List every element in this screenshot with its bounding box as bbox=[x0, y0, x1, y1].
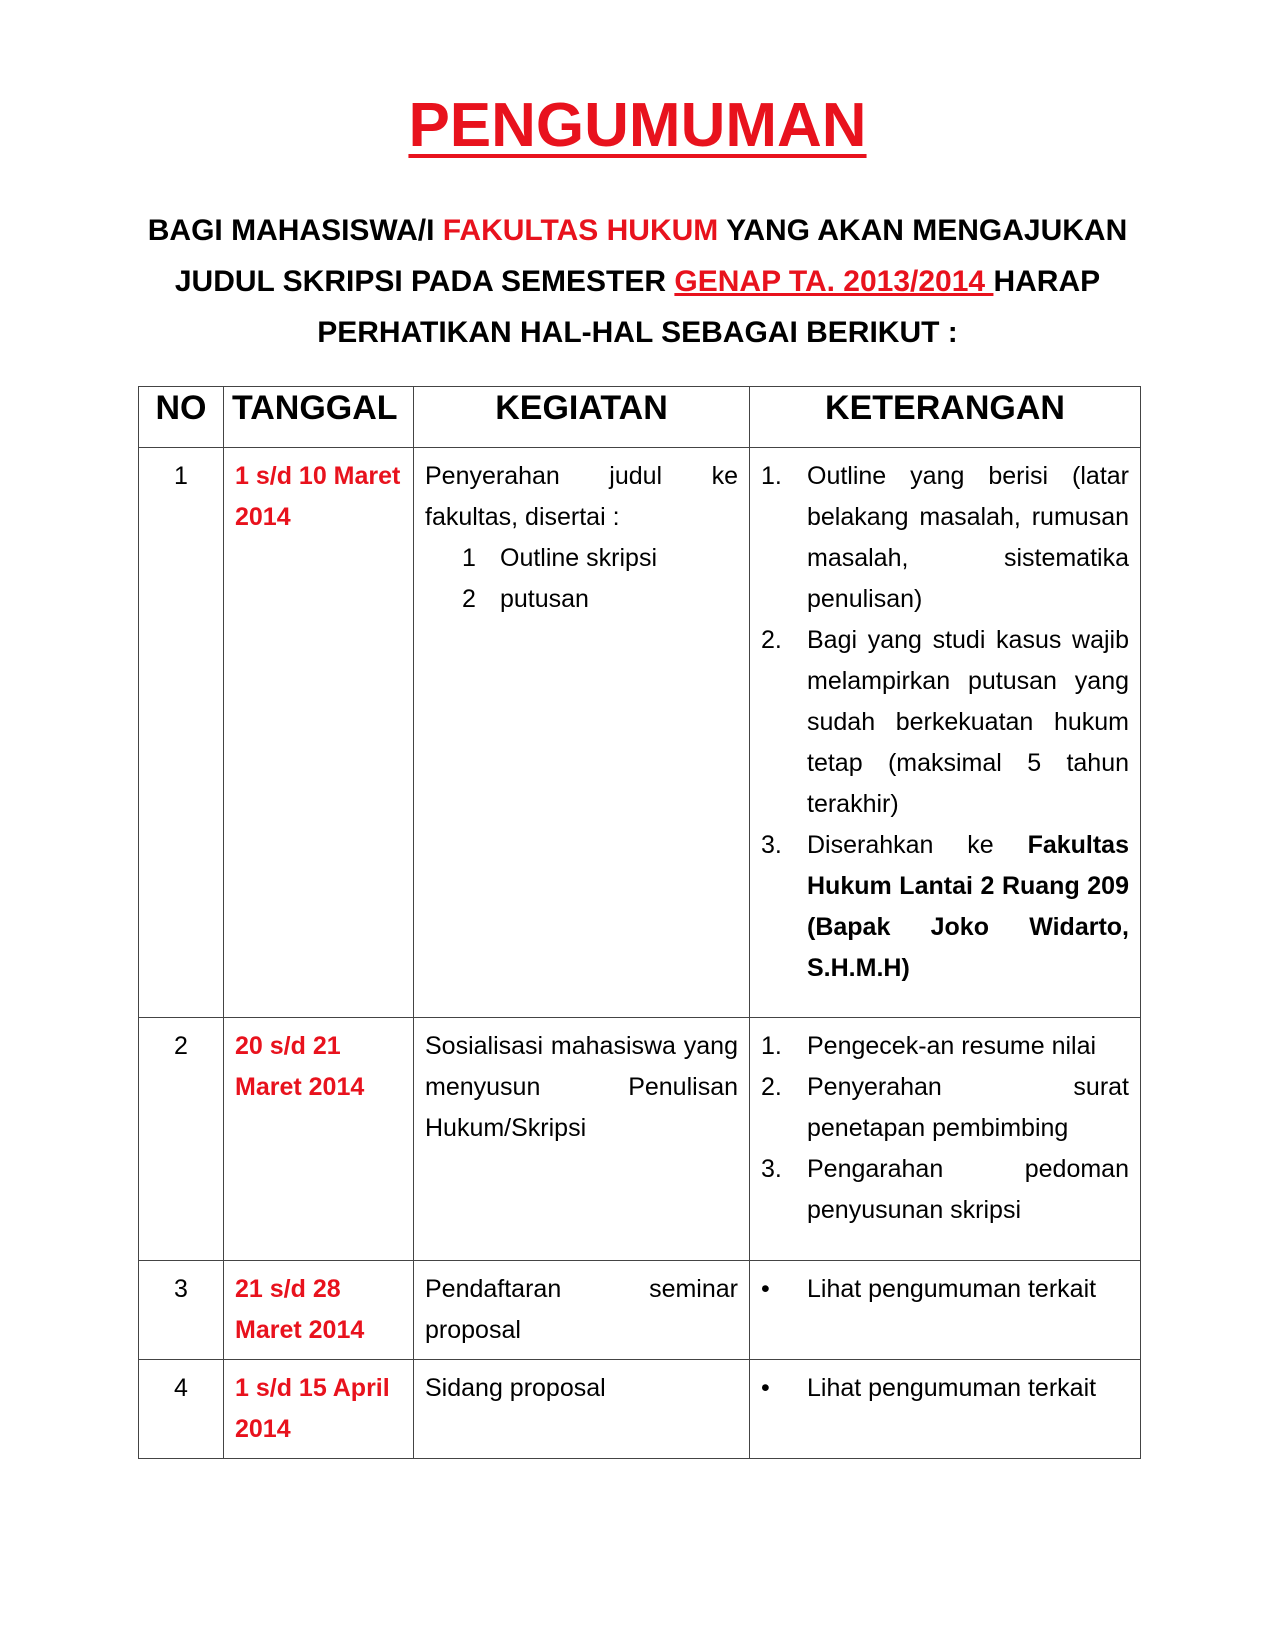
cell-tanggal: 21 s/d 28 Maret 2014 bbox=[224, 1261, 414, 1360]
table-row bbox=[139, 1018, 1141, 1261]
cell-no: 1 bbox=[139, 448, 224, 1018]
intro-paragraph bbox=[120, 205, 1155, 358]
keterangan-list bbox=[761, 456, 1129, 989]
keterangan-list bbox=[761, 1026, 1129, 1231]
cell-tanggal: 1 s/d 10 Maret 2014 bbox=[224, 448, 414, 1018]
header-keterangan: KETERANGAN bbox=[750, 387, 1141, 448]
kegiatan-text: Penyerahan judul ke fakultas, disertai : bbox=[425, 462, 738, 531]
table-row bbox=[139, 1360, 1141, 1459]
header-no: NO bbox=[139, 387, 224, 448]
cell-keterangan bbox=[750, 1261, 1141, 1360]
cell-kegiatan bbox=[414, 1360, 750, 1459]
kegiatan-list bbox=[425, 538, 738, 620]
cell-kegiatan bbox=[414, 448, 750, 1018]
list-item: • Lihat pengumuman terkait bbox=[761, 1368, 1129, 1409]
cell-no: 4 bbox=[139, 1360, 224, 1459]
schedule-table bbox=[138, 386, 1141, 1459]
list-item: 2. Bagi yang studi kasus wajib melampirkan putusan yang sudah berkekuatan hukum tetap (maksimal 5 tahun terakhir) bbox=[761, 626, 1129, 818]
intro-faculty: FAKULTAS HUKUM bbox=[442, 214, 719, 247]
kegiatan-text: Pendaftaran seminar proposal bbox=[425, 1275, 738, 1344]
list-item: 1 Outline skripsi bbox=[462, 544, 657, 572]
list-item: 1. Pengecek-an resume nilai bbox=[761, 1032, 1097, 1060]
header-tanggal: TANGGAL bbox=[224, 387, 414, 448]
table-row bbox=[139, 448, 1141, 1018]
cell-tanggal: 1 s/d 15 April 2014 bbox=[224, 1360, 414, 1459]
keterangan-list bbox=[761, 1368, 1129, 1409]
cell-no: 2 bbox=[139, 1018, 224, 1261]
cell-kegiatan bbox=[414, 1018, 750, 1261]
bullet-icon: • bbox=[761, 1374, 770, 1402]
list-item: • Lihat pengumuman terkait bbox=[761, 1269, 1129, 1310]
cell-kegiatan bbox=[414, 1261, 750, 1360]
header-kegiatan: KEGIATAN bbox=[414, 387, 750, 448]
list-item: 2. Penyerahan surat penetapan pembimbing bbox=[761, 1073, 1129, 1142]
intro-text: HARAP PERHATIKAN HAL-HAL SEBAGAI BERIKUT : bbox=[317, 265, 1101, 349]
page-title: PENGUMUMAN bbox=[408, 91, 867, 160]
cell-tanggal: 20 s/d 21 Maret 2014 bbox=[224, 1018, 414, 1261]
cell-no: 3 bbox=[139, 1261, 224, 1360]
list-item: 3. Diserahkan ke Fakultas Hukum Lantai 2 Ruang 209 (Bapak Joko Widarto, S.H.M.H) bbox=[761, 831, 1129, 982]
cell-keterangan bbox=[750, 1018, 1141, 1261]
keterangan-list bbox=[761, 1269, 1129, 1310]
intro-text: BAGI MAHASISWA/I bbox=[147, 214, 443, 247]
list-item: 3. Pengarahan pedoman penyusunan skripsi bbox=[761, 1155, 1129, 1224]
intro-text: YANG AKAN MENGAJUKAN JUDUL SKRIPSI PADA SEMESTER bbox=[174, 214, 1128, 298]
cell-keterangan bbox=[750, 448, 1141, 1018]
list-item: 1. Outline yang berisi (latar belakang masalah, rumusan masalah, sistematika penulisan) bbox=[761, 462, 1129, 613]
list-item: 2 putusan bbox=[462, 585, 589, 613]
bullet-icon: • bbox=[761, 1275, 770, 1303]
cell-keterangan bbox=[750, 1360, 1141, 1459]
kegiatan-text: Sosialisasi mahasiswa yang menyusun Penulisan Hukum/Skripsi bbox=[425, 1032, 738, 1142]
table-row bbox=[139, 1261, 1141, 1360]
kegiatan-text: Sidang proposal bbox=[425, 1374, 606, 1402]
table-header-row bbox=[139, 387, 1141, 448]
intro-semester: GENAP TA. 2013/2014 bbox=[674, 265, 994, 298]
